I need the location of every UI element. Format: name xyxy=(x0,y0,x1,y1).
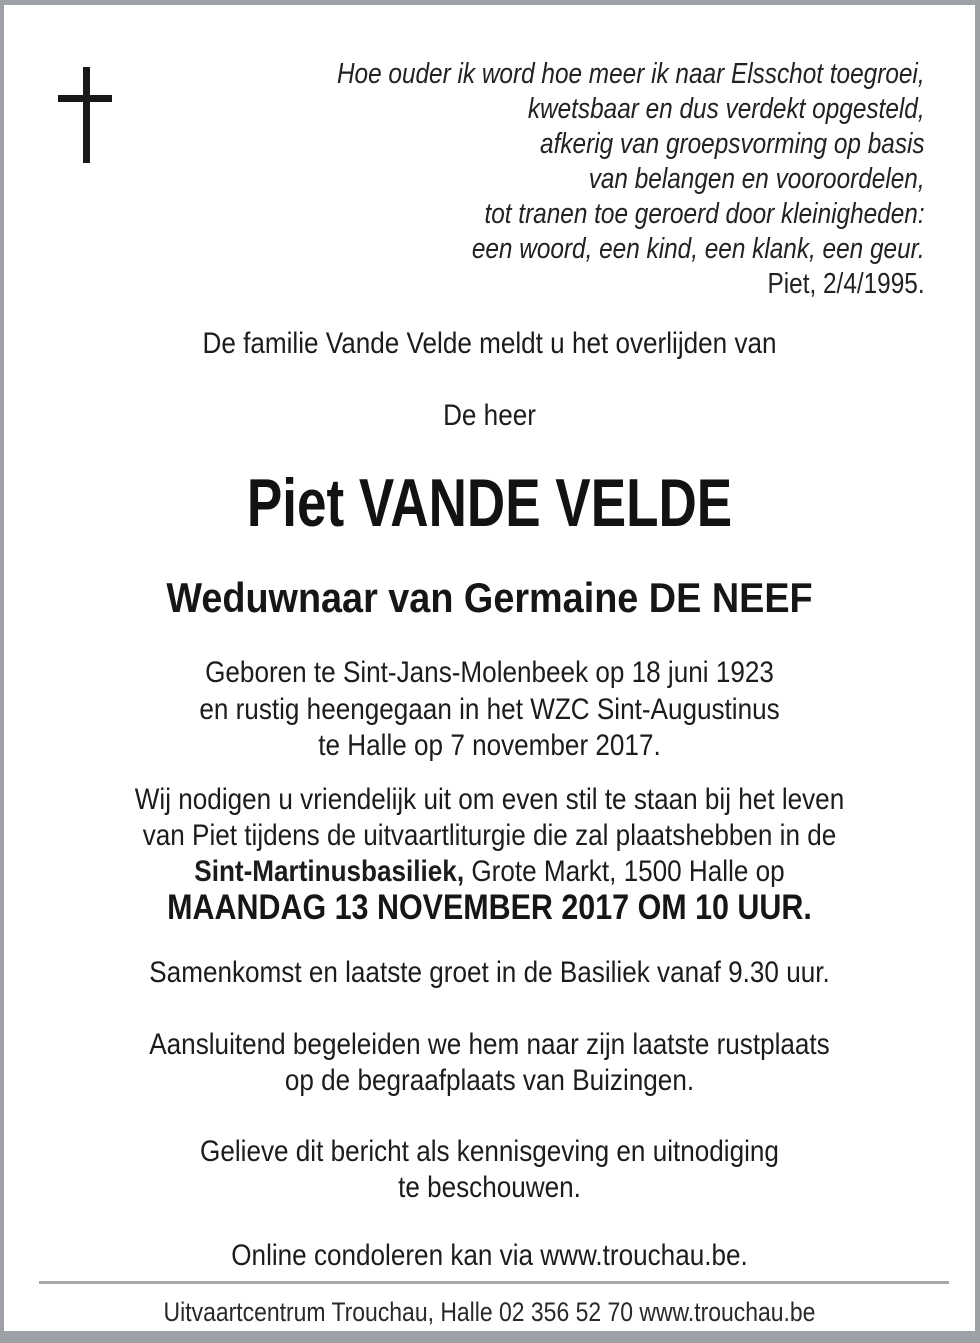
poem-line: tot tranen toe geroerd door kleinigheden: xyxy=(484,198,925,230)
deceased-name: Piet VANDE VELDE xyxy=(246,465,733,541)
poem-attribution: Piet, 2/4/1995. xyxy=(767,268,925,300)
burial-line: Aansluitend begeleiden we hem naar zijn laatste rustplaats xyxy=(149,1028,830,1061)
funeral-home-footer: Uitvaartcentrum Trouchau, Halle 02 356 52 70 www.trouchau.be xyxy=(163,1297,816,1327)
memorial-cross-icon xyxy=(58,67,112,163)
cross-vertical-bar xyxy=(83,67,90,163)
invitation-line: van Piet tijdens de uitvaartliturgie die zal plaatshebben in de xyxy=(142,819,837,852)
poem-line: kwetsbaar en dus verdekt opgesteld, xyxy=(527,93,925,125)
life-dates-paragraph xyxy=(67,655,912,765)
funeral-service-paragraph xyxy=(67,782,912,926)
online-condolence-line: Online condoleren kan via www.trouchau.be. xyxy=(231,1239,748,1272)
memorial-poem xyxy=(159,57,975,302)
location-line xyxy=(67,854,912,890)
location-address: Grote Markt, 1500 Halle op xyxy=(464,855,785,888)
burial-paragraph xyxy=(67,1027,912,1099)
death-place-line: en rustig heengegaan in het WZC Sint-Augustinus xyxy=(199,692,780,726)
relation-line: Weduwnaar van Germaine DE NEEF xyxy=(166,574,813,621)
birth-line: Geboren te Sint-Jans-Molenbeek op 18 juni 1923 xyxy=(205,656,774,689)
cross-horizontal-bar xyxy=(58,95,112,102)
poem-line: een woord, een kind, een klank, een geur. xyxy=(471,233,925,265)
poem-line: Hoe ouder ik word hoe meer ik naar Elsschot toegroei, xyxy=(336,58,925,90)
death-date-line: te Halle op 7 november 2017. xyxy=(318,729,661,762)
notice-paragraph xyxy=(67,1134,912,1206)
gathering-line: Samenkomst en laatste groet in de Basiliek vanaf 9.30 uur. xyxy=(149,956,830,989)
location-name: Sint-Martinusbasiliek, xyxy=(194,855,465,888)
footer-divider xyxy=(39,1281,949,1284)
service-datetime: MAANDAG 13 NOVEMBER 2017 OM 10 UUR. xyxy=(167,888,812,927)
notice-line: te beschouwen. xyxy=(398,1171,581,1204)
invitation-line: Wij nodigen u vriendelijk uit om even stil te staan bij het leven xyxy=(134,783,845,816)
poem-line: afkerig van groepsvorming op basis xyxy=(540,128,925,160)
notice-line: Gelieve dit bericht als kennisgeving en uitnodiging xyxy=(200,1135,779,1168)
salutation: De heer xyxy=(443,399,536,432)
announcement-intro: De familie Vande Velde meldt u het overlijden van xyxy=(202,327,777,360)
burial-place-line: op de begraafplaats van Buizingen. xyxy=(284,1064,695,1097)
poem-line: van belangen en vooroordelen, xyxy=(588,163,925,195)
